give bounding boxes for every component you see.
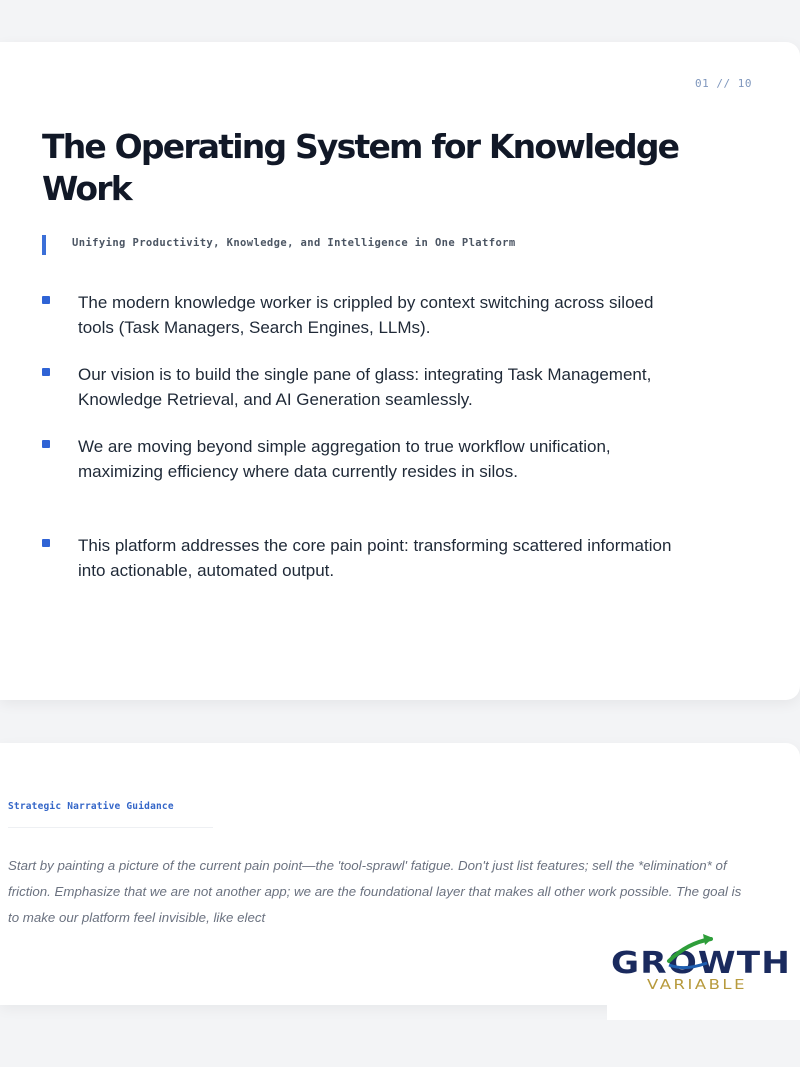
bullet-text: This platform addresses the core pain point: transforming scattered information into actionable, automated output. [78,536,672,580]
bullet-text: The modern knowledge worker is crippled by context switching across siloed tools (Task Managers, Search Engines, LLMs). [78,293,654,337]
bullet-text: Our vision is to build the single pane of glass: integrating Task Management, Knowledge Retrieval, and AI Generation seamlessly. [78,365,652,409]
bullet-marker-icon [42,440,50,448]
guidance-heading: Strategic Narrative Guidance [8,801,174,812]
bullet-marker-icon [42,539,50,547]
logo-mark-icon [607,925,800,1020]
bullet-marker-icon [42,368,50,376]
divider [8,827,213,828]
bullet-marker-icon [42,296,50,304]
logo-word-variable: VARIABLE [647,978,747,993]
guidance-body: Start by painting a picture of the current pain point—the 'tool-sprawl' fatigue. Don't just list features; sell the *elimination* of friction. Emphasize that we are not another app; we are the foundational layer that makes all other work possible. The goal is to make our platform feel invisible, like elect [8,858,742,925]
growth-variable-logo [607,925,800,1020]
slide-subtitle: Unifying Productivity, Knowledge, and Intelligence in One Platform [72,237,516,249]
slide-number: 01 // 10 [695,77,752,90]
slide-title: The Operating System for Knowledge Work [42,127,679,208]
bullet-text: We are moving beyond simple aggregation to true workflow unification, maximizing efficiency where data currently resides in silos. [78,437,611,481]
slide-card [0,42,800,700]
subtitle-accent-bar [42,235,46,255]
logo-word-growth: GROWTH [611,946,791,981]
